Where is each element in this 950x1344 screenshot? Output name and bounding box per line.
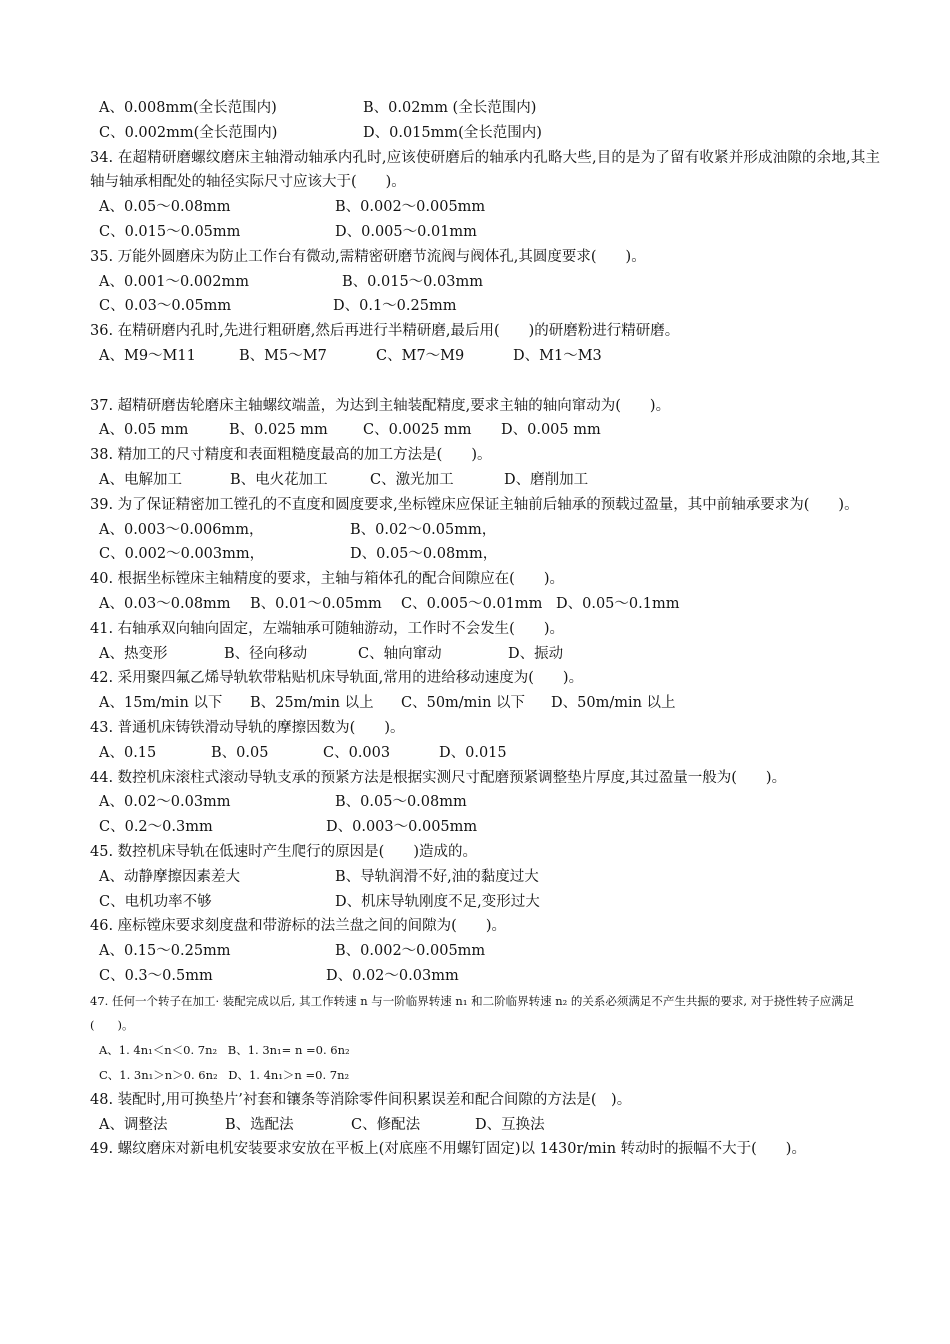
option-c: C、0.03～0.05mm [99,298,232,315]
question-42-options-row [90,691,880,716]
option-d: D、0.003～0.005mm [326,819,478,836]
option-b: B、选配法 [225,1116,294,1133]
question-44-options-row-2 [90,815,880,840]
question-37-text: 37. 超精研磨齿轮磨床主轴螺纹端盖，为达到主轴装配精度,要求主轴的轴向窜动为( )。 [90,397,671,414]
question-45-options-row-2 [90,890,880,915]
option-b: B、0.025 mm [229,422,328,439]
question-46-options-row-2 [90,964,880,989]
exam-page [90,96,880,1162]
option-d: D、0.005 mm [501,422,601,439]
option-d: D、互换法 [475,1116,545,1133]
question-44-text: 44. 数控机床滚柱式滚动导轨支承的预紧方法是根据实测尺寸配磨预紧调整垫片厚度,其过盈量一般为( )。 [90,769,787,786]
option-a: A、动静摩擦因素差大 [99,868,240,885]
option-a: A、0.15～0.25mm [99,943,231,960]
option-a: A、调整法 [99,1116,168,1133]
option-c: C、电机功率不够 [99,893,212,910]
option-a: A、0.05 mm [99,422,189,439]
question-48-options-row [90,1113,880,1138]
option-d: D、0.005～0.01mm [335,223,477,240]
option-c: C、激光加工 [370,471,454,488]
option-d: D、1. 4n₁＞n =0. 7n₂ [228,1068,350,1083]
option-b: B、径向移动 [224,645,308,662]
option-d: D、0.1～0.25mm [333,298,457,315]
option-b: B、1. 3n₁= n =0. 6n₂ [227,1043,350,1058]
question-40-text: 40. 根据坐标镗床主轴精度的要求，主轴与箱体孔的配合间隙应在( )。 [90,571,564,588]
question-36-options-row [90,344,880,369]
option-d: D、0.015mm(全长范围内) [363,124,542,141]
option-a: A、1. 4n₁＜n＜0. 7n₂ [99,1043,218,1058]
option-a: A、0.001～0.002mm [99,273,249,290]
option-a: A、0.003～0.006mm， [99,521,264,538]
question-44-options-row-1 [90,790,880,815]
option-a: A、0.15 [99,744,157,761]
question-39-options-row-2 [90,542,880,567]
question-46-options-row-1 [90,939,880,964]
option-b: B、25m/min 以上 [250,695,374,712]
option-a: A、0.02～0.03mm [99,794,231,811]
option-c: C、1. 3n₁＞n＞0. 6n₂ [99,1068,218,1083]
question-48-text: 48. 装配时,用可换垫片’衬套和镶条等消除零件间积累误差和配合间隙的方法是( )。 [90,1091,632,1108]
option-c: C、0.3～0.5mm [99,967,213,984]
option-a: A、M9～M11 [99,347,196,364]
option-d: D、M1～M3 [513,347,602,364]
option-d: D、0.05～0.1mm [556,595,680,612]
option-c: C、0.015～0.05mm [99,223,241,240]
question-43-text: 43. 普通机床铸铁滑动导轨的摩擦因数为( )。 [90,719,405,736]
question-36-text: 36. 在精研磨内孔时,先进行粗研磨,然后再进行半精研磨,最后用( )的研磨粉进行精研磨。 [90,323,680,340]
question-41-options-row [90,642,880,667]
option-a: A、热变形 [99,645,168,662]
question-37-options-row [90,418,880,443]
question-34-options-row-1 [90,195,880,220]
option-b: B、0.002～0.005mm [335,943,486,960]
option-a: A、0.05～0.08mm [99,199,231,216]
option-c: C、修配法 [351,1116,421,1133]
option-c: C、0.0025 mm [363,422,472,439]
option-c: C、0.005～0.01mm [401,595,543,612]
question-33-options-row-1 [90,96,880,121]
question-38-options-row [90,468,880,493]
option-b: B、0.02mm (全长范围内) [363,100,537,116]
option-c: C、0.002mm(全长范围内) [99,124,278,141]
question-34-text: 34. 在超精研磨螺纹磨床主轴滑动轴承内孔时,应该使研磨后的轴承内孔略大些,目的是为了留有收紧并形成油隙的余地,其主轴与轴承相配处的轴径实际尺寸应该大于( )。 [90,149,880,191]
option-b: B、0.05 [211,744,269,761]
option-c: C、50m/min 以下 [401,695,526,712]
option-c: C、0.2～0.3mm [99,819,213,836]
option-c: C、0.002～0.003mm， [99,546,265,563]
question-46-text: 46. 座标镗床要求刻度盘和带游标的法兰盘之间的间隙为( )。 [90,918,506,935]
option-d: D、0.05～0.08mm， [350,546,498,563]
option-a: A、0.03～0.08mm [99,595,231,612]
question-45-options-row-1 [90,865,880,890]
option-b: B、0.01～0.05mm [250,595,382,612]
question-34-options-row-2 [90,220,880,245]
option-b: B、0.002～0.005mm [335,199,486,216]
option-a: A、电解加工 [99,471,182,488]
option-b: B、电火花加工 [230,471,328,488]
question-35-options-row-2 [90,294,880,319]
question-45-text: 45. 数控机床导轨在低速时产生爬行的原因是( )造成的。 [90,843,477,860]
option-a: A、0.008mm(全长范围内) [99,100,277,116]
question-43-options-row [90,741,880,766]
option-b: B、导轨润滑不好,油的黏度过大 [335,868,539,885]
option-a: A、15m/min 以下 [99,695,223,712]
question-47-text: 47. 任何一个转子在加工· 装配完成以后, 其工作转速 n 与一阶临界转速 n₁ 和二阶临界转速 n₂ 的关系必须满足不产生共振的要求, 对于挠性转子应满足( )。 [90,993,855,1033]
option-d: D、0.015 [439,744,507,761]
question-42-text: 42. 采用聚四氟乙烯导轨软带粘贴机床导轨面,常用的进给移动速度为( )。 [90,670,584,687]
option-b: B、0.015～0.03mm [342,273,483,290]
question-41-text: 41. 右轴承双向轴向固定，左端轴承可随轴游动，工作时不会发生( )。 [90,620,564,637]
option-d: D、磨削加工 [504,471,589,488]
option-c: C、0.003 [323,744,391,761]
blank-line [90,369,880,394]
question-33-options-row-2 [90,121,880,146]
question-35-text: 35. 万能外圆磨床为防止工作台有微动,需精密研磨节流阀与阀体孔,其圆度要求( )。 [90,248,646,265]
option-b: B、0.05～0.08mm [335,794,467,811]
option-b: B、0.02～0.05mm， [350,521,497,538]
question-35-options-row-1 [90,270,880,295]
question-47-options-row-2 [90,1063,880,1088]
option-b: B、M5～M7 [239,347,327,364]
question-38-text: 38. 精加工的尺寸精度和表面粗糙度最高的加工方法是( )。 [90,447,492,464]
option-d: D、50m/min 以上 [551,695,676,712]
question-39-options-row-1 [90,518,880,543]
question-49-text: 49. 螺纹磨床对新电机安装要求安放在平板上(对底座不用螺钉固定)以 1430r/min 转动时的振幅不大于( )。 [90,1141,806,1158]
question-40-options-row [90,592,880,617]
option-c: C、轴向窜动 [358,645,442,662]
option-d: D、0.02～0.03mm [326,967,459,984]
option-d: D、振动 [508,645,564,662]
question-39-text: 39. 为了保证精密加工镗孔的不直度和圆度要求,坐标镗床应保证主轴前后轴承的预载过盈量，其中前轴承要求为( )。 [90,496,859,513]
option-d: D、机床导轨刚度不足,变形过大 [335,893,540,910]
question-47-options-row-1 [90,1038,880,1063]
option-c: C、M7～M9 [376,347,465,364]
